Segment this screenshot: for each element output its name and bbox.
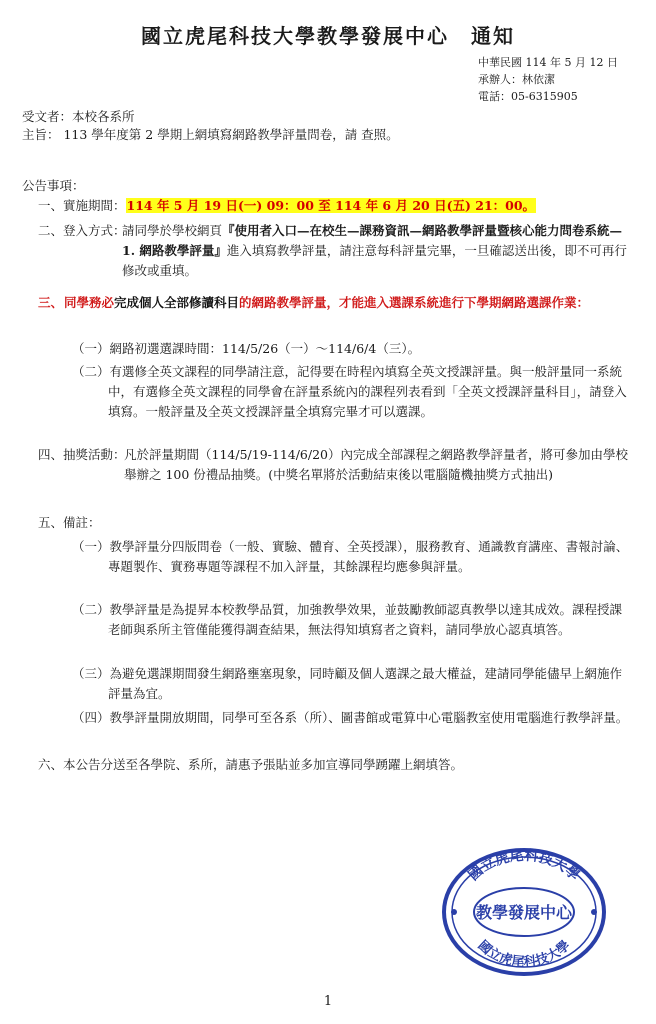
item2-text-b: 進入填寫教學評量，請注意每科評量完畢，一旦確認送出後，即不可再行修改或重填。	[122, 243, 627, 278]
notice-title: 國立虎尾科技大學教學發展中心 通知	[141, 24, 515, 48]
seal-center-text: 教學發展中心	[475, 903, 573, 922]
item3-sub1: （一）網路初選選課時間：114/5/26（一）～114/6/4（三）。	[72, 341, 421, 356]
item2-path: 『使用者入口—在校生—課務資訊—網路教學評量暨核心能力問卷系統— 1. 網路教學評量』	[122, 223, 623, 258]
item6-distribution: 六、本公告分送至各學院、系所，請惠予張貼並多加宣導同學踴躍上網填答。	[38, 757, 464, 772]
seal-dot-left	[451, 909, 457, 915]
subject: 主旨： 113 學年度第 2 學期上網填寫網路教學評量問卷，請 查照。	[22, 127, 399, 142]
item-login-method	[122, 221, 632, 281]
seal-dot-right	[591, 909, 597, 915]
item2-text-a: 請同學於學校網頁	[122, 223, 223, 238]
item3-label: 三、	[38, 295, 64, 310]
item-implementation-period	[38, 197, 536, 215]
item-lottery: 凡於評量期間（114/5/19-114/6/20）內完成全部課程之網路教學評量者，將可參加由學校舉辦之 100 份禮品抽獎。(中獎名單將於活動結束後以電腦隨機抽獎方式抽出)	[124, 447, 629, 482]
seal-outer-text-bottom: 國立虎尾科技大學	[474, 938, 574, 971]
notice-meta	[478, 54, 618, 105]
item1-label: 一、實施期間：	[38, 198, 126, 213]
page-number: 1	[323, 994, 333, 1009]
note-4: （四）教學評量開放期間，同學可至各系（所）、圖書館或電算中心電腦教室使用電腦進行教學評量。	[72, 710, 629, 725]
note-2: （二）教學評量是為提昇本校教學品質，加強教學效果，並鼓勵教師認真教學以達其成效。課程授課老師與系所主管僅能獲得調查結果，無法得知填寫者之資料，請同學放心認真填答。	[72, 602, 623, 637]
item1-period-highlight: 114 年 5 月 19 日(一) 09：00 至 114 年 6 月 20 日(五) 21：00。	[126, 198, 536, 213]
notice-phone: 電話：05-6315905	[478, 90, 578, 103]
item3-emph: 完成個人全部修讀科目	[114, 295, 240, 310]
note-3: （三）為避免選課期間發生網路壅塞現象，同時顧及個人選課之最大權益，建請同學能儘早上網施作評量為宜。	[72, 666, 623, 701]
item-course-selection	[64, 293, 634, 313]
notice-date: 中華民國 114 年 5 月 12 日	[478, 56, 618, 69]
official-seal-stamp	[440, 846, 608, 978]
item5-label: 五、備註：	[38, 515, 101, 530]
note-1: （一）教學評量分四版問卷（一般、實驗、體育、全英授課），服務教育、通識教育講座、書報討論、專題製作、實務專題等課程不加入評量，其餘課程均應參與評量。	[72, 539, 629, 574]
recipients: 受文者：本校各系所	[22, 109, 135, 124]
seal-outer-text-top: 國立虎尾科技大學	[465, 847, 583, 885]
notice-contact: 承辦人：林依潔	[478, 73, 555, 86]
announcement-heading: 公告事項：	[22, 178, 85, 193]
item2-label: 二、登入方式：	[38, 223, 126, 238]
item4-label: 四、抽獎活動：	[38, 447, 126, 462]
item3-text-a: 同學務必	[64, 295, 115, 310]
item3-sub2: （二）有選修全英文課程的同學請注意，記得要在時程內填寫全英文授課評量。與一般評量同一系統中，有選修全英文課程的同學會在評量系統內的課程列表看到「全英文授課評量科目」，請登入填寫。一般評量及全英文授課評量全填寫完畢才可以選課。	[72, 364, 627, 419]
item3-text-b: 的網路教學評量，才能進入選課系統進行下學期網路選課作業：	[239, 295, 590, 310]
